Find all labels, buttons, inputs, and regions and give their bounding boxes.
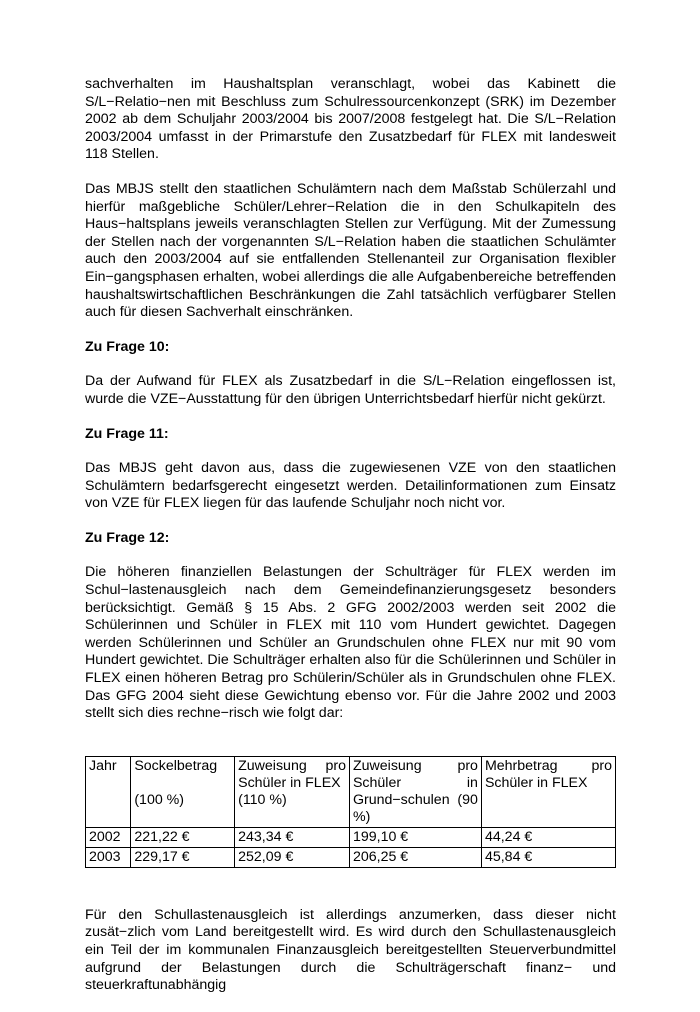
cell-mehrbetrag: 44,24 € <box>481 827 615 847</box>
heading-question-11: Zu Frage 11: <box>85 425 169 442</box>
header-zuweisung-grundschulen: Zuweisung pro Schüler in Grund−schulen (90 %) <box>349 756 481 827</box>
paragraph-budget-plan: sachverhalten im Haushaltsplan veranschlagt, wobei das Kabinett die S/L−Relatio−nen mit Beschluss zum Schulressourcenkonzept (SRK) im Dezember 2002 ab dem Schuljahr 2003/2004 bis 2007/2008 festgelegt hat. Die S/L−Relation 2003/2004 umfasst in der Primarstufe den Zusatzbedarf für FLEX mit landesweit 118 Stellen. <box>85 76 616 163</box>
header-sockelbetrag-label: Sockelbetrag <box>134 757 218 774</box>
header-mehrbetrag: Mehrbetrag pro Schüler in FLEX <box>481 756 615 827</box>
cell-sockelbetrag: 229,17 € <box>131 847 235 867</box>
heading-question-10: Zu Frage 10: <box>85 338 170 355</box>
cell-jahr: 2002 <box>86 827 131 847</box>
header-jahr: Jahr <box>86 756 131 827</box>
header-zuweisung-flex <box>235 756 350 827</box>
table-row <box>86 847 616 867</box>
header-sockelbetrag-percent: (100 %) <box>134 791 185 808</box>
cell-zuweisung-grundschulen: 206,25 € <box>349 847 481 867</box>
header-zuweisung-flex-percent: (110 %) <box>238 791 287 808</box>
heading-question-12: Zu Frage 12: <box>85 529 170 546</box>
cell-zuweisung-flex: 243,34 € <box>235 827 350 847</box>
allocation-table <box>85 756 616 868</box>
table-header-row <box>86 756 616 827</box>
paragraph-schullastenausgleich: Für den Schullastenausgleich ist allerdings anzumerken, dass dieser nicht zusät−zlich vom Land bereitgestellt wird. Es wird durch den Schullastenausgleich ein Teil der im kommunalen Finanzausgleich bereitgestellten Steuerverbundmittel aufgrund der Belastungen durch die Schulträgerschaft finanz− und steuerkraftunabhängig <box>85 906 616 994</box>
cell-zuweisung-flex: 252,09 € <box>235 847 350 867</box>
table-row <box>86 827 616 847</box>
paragraph-answer-10: Da der Aufwand für FLEX als Zusatzbedarf in die S/L−Relation eingeflossen ist, wurde die VZE−Ausstattung für den übrigen Unterrichtsbedarf hierfür nicht gekürzt. <box>85 373 616 407</box>
cell-zuweisung-grundschulen: 199,10 € <box>349 827 481 847</box>
cell-mehrbetrag: 45,84 € <box>481 847 615 867</box>
paragraph-answer-11: Das MBJS geht davon aus, dass die zugewiesenen VZE von den staatlichen Schulämtern bedarfsgerecht eingesetzt werden. Detailinformationen zum Einsatz von VZE für FLEX liegen für das laufende Schuljahr noch nicht vor. <box>85 460 616 512</box>
header-sockelbetrag <box>131 756 235 827</box>
cell-sockelbetrag: 221,22 € <box>131 827 235 847</box>
document-page <box>85 76 616 1012</box>
header-zuweisung-flex-label: Zuweisung pro Schüler in FLEX <box>238 757 346 791</box>
cell-jahr: 2003 <box>86 847 131 867</box>
paragraph-answer-12: Die höheren finanziellen Belastungen der Schulträger für FLEX werden im Schul−lastenausgleich nach dem Gemeindefinanzierungsgesetz besonders berücksichtigt. Gemäß § 15 Abs. 2 GFG 2002/2003 werden seit 2002 die Schülerinnen und Schüler in FLEX mit 110 vom Hundert gewichtet. Dagegen werden Schülerinnen und Schüler an Grundschulen ohne FLEX nur mit 90 vom Hundert gewichtet. Die Schulträger erhalten also für die Schülerinnen und Schüler in FLEX einen höheren Betrag pro Schülerin/Schüler als in Grundschulen ohne FLEX. Das GFG 2004 sieht diese Gewichtung ebenso vor. Für die Jahre 2002 und 2003 stellt sich dies rechne−risch wie folgt dar: <box>85 564 616 722</box>
paragraph-mbjs-positions: Das MBJS stellt den staatlichen Schulämtern nach dem Maßstab Schülerzahl und hierfür maßgebliche Schüler/Lehrer−Relation die in den Schulkapiteln des Haus−haltsplans jeweils veranschlagten Stellen zur Verfügung. Mit der Zumessung der Stellen nach der vorgenannten S/L−Relation haben die staatlichen Schulämter auch den 2003/2004 auf sie entfallenden Stellenanteil zur Organisation flexibler Ein−gangsphasen erhalten, wobei allerdings die alle Aufgabenbereiche betreffenden haushaltswirtschaftlichen Beschränkungen die Zahl tatsächlich verfügbarer Stellen auch für diesen Sachverhalt einschränken. <box>85 180 616 321</box>
